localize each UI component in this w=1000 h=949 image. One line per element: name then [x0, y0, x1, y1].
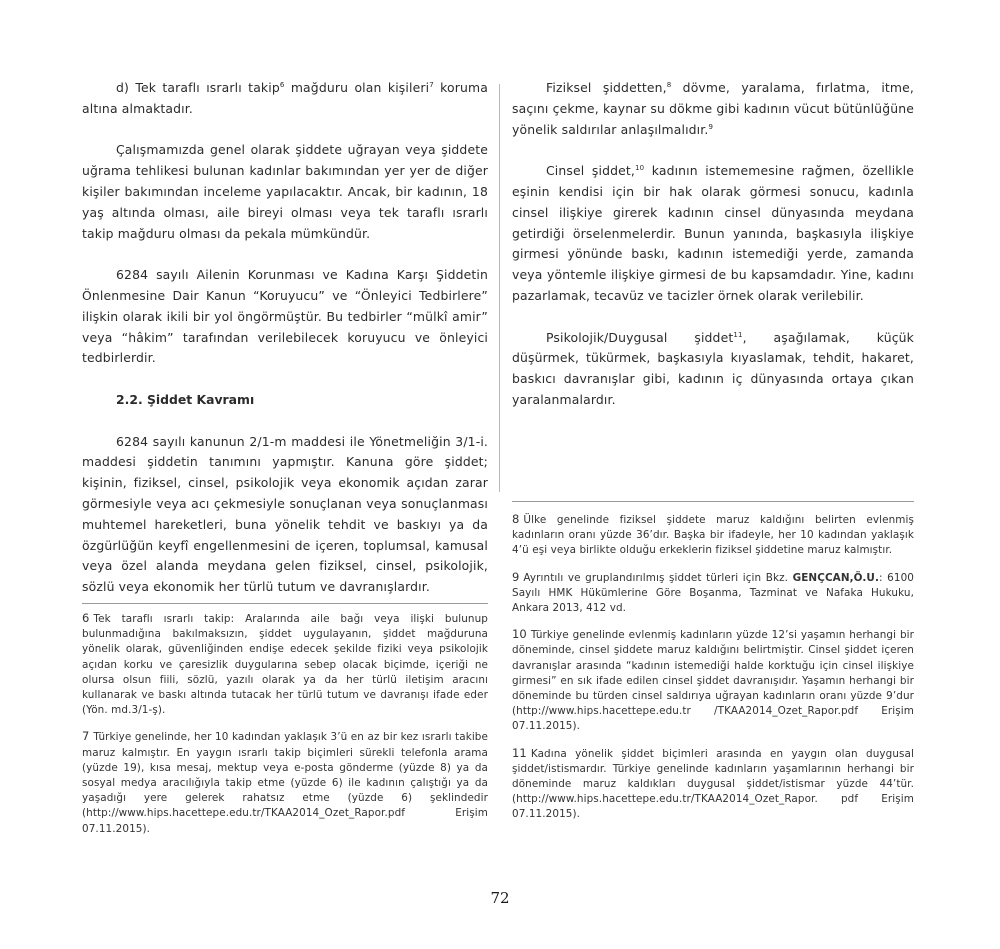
- text-run: dövme, yaralama, fırlatma, itme, saçını çekme, kaynar su dökme gibi kadının vücut bütünlüğüne yönelik saldırılar anlaşılmalıdır.: [512, 80, 914, 137]
- footnote-number: 8: [512, 512, 520, 526]
- left-paragraph-4: 6284 sayılı kanunun 2/1-m maddesi ile Yönetmeliğin 3/1-i. maddesi şiddetin tanımını yapmıştır. Kanuna göre şiddet; kişinin, fiziksel, cinsel, psikolojik veya ekonomik açıdan zarar görmesiyle veya acı çekmesiyle sonuçlanan veya sonuçlanması muhtemel hareketleri, buna yönelik tehdit ve baskıyı ya da özgürlüğün keyfî engellenmesini de içeren, toplumsal, kamusal veya özel alanda meydana gelen fiziksel, cinsel, psikolojik, sözlü veya ekonomik her türlü tutum ve davranışlardır.: [82, 433, 488, 595]
- footnote-9: [512, 570, 914, 617]
- footnote-10: [512, 627, 914, 734]
- footnote-separator-right: [512, 501, 914, 502]
- footnote-number: 11: [512, 745, 527, 760]
- footnote-text: Ayrıntılı ve gruplandırılmış şiddet türleri için Bkz.: [523, 571, 793, 584]
- footnotes-left: [82, 611, 488, 848]
- right-paragraph-2: [512, 161, 914, 307]
- text-run: Psikolojik/Duygusal şiddet: [546, 329, 734, 345]
- footnote-ref-10[interactable]: 10: [634, 164, 645, 173]
- footnote-7: [82, 729, 488, 836]
- footnote-number: 7: [82, 729, 90, 744]
- footnote-ref-7[interactable]: 7: [429, 81, 434, 89]
- right-paragraph-1: [512, 78, 914, 140]
- footnote-text: Kadına yönelik şiddet biçimleri arasında en yaygın olan duygusal şiddet/istismardır. Türkiye genelinde kadınların yaşamlarının herhangi bir döneminde maruz kaldıkları duygusal şiddet/istismar yüzde 44’tür. (http://www.hips.hacettepe.edu.tr/TKAA2014_Ozet_Rapor. pdf Erişim 07.11.2015).: [512, 747, 914, 821]
- text-run: Cinsel şiddet,: [546, 163, 635, 179]
- left-paragraph-3: 6284 sayılı Ailenin Korunması ve Kadına Karşı Şiddetin Önlenmesine Dair Kanun “Koruyucu” ve “Önleyici Tedbirlere” ilişkin olarak ikili bir yol öngörmüştür. Bu tedbirler “mülkî amir” veya “hâkim” tarafından verilebilecek koruyucu ve önleyici tedbirlerdir.: [82, 267, 488, 366]
- right-paragraph-3: [512, 328, 914, 411]
- footnote-text: Türkiye genelinde evlenmiş kadınların yüzde 12’si yaşamın herhangi bir döneminde, cinsel şiddete maruz kaldığını belirtmiştir. Cinsel şiddet içeren davranışlar arasında “kadının istemediği halde korktuğu için cinsel ilişkiye girmesi” en sık ifade edilen cinsel şiddet davranışıdır. Yaşamın herhangi bir döneminde bu türden cinsel saldırıya uğrayan kadınların oranı yüzde 9’dur (http://www.hips.hacettepe.edu.tr /TKAA2014_Ozet_Rapor.pdf Erişim 07.11.2015).: [512, 629, 914, 733]
- page-number: 72: [490, 889, 510, 907]
- text-run: d) Tek taraflı ısrarlı takip: [116, 80, 280, 95]
- footnote-text: Ülke genelinde fiziksel şiddete maruz kaldığını belirten evlenmiş kadınların oranı yüzde 36’dır. Başka bir ifadeyle, her 10 kadından yaklaşık 4’ü eşi veya birlikte olduğu erkeklerin fiziksel şiddetine maruz kalmıştır.: [512, 514, 914, 557]
- footnote-ref-6[interactable]: 6: [279, 81, 285, 89]
- footnote-separator-left: [82, 603, 488, 604]
- left-column: [82, 78, 488, 598]
- footnote-text: Tek taraflı ısrarlı takip: Aralarında aile bağı veya ilişki bulunup bulunmadığına bakılmaksızın, şiddet uygulayanın, şiddet mağduruna yönelik olarak, güvenliğinden endişe edecek şekilde fiziki veya psikolojik açıdan korku ve çaresizlik duygularına sebep olacak biçimde, içeriği ne olursa olsun fiili, sözlü, yazılı olarak ya da her türlü iletişim aracını kullanarak ve baskı altında tutacak her türlü tutum ve davranışı ifade eder (Yön. md.3/1-ş).: [82, 613, 488, 717]
- section-heading: 2.2. Şiddet Kavramı: [116, 391, 255, 407]
- text-run: Fiziksel şiddetten,: [546, 80, 667, 95]
- column-divider: [499, 84, 500, 492]
- text-run: kadının istememesine rağmen, özellikle eşinin kendisi için bir hak olarak görmesi sonucu, kadınla cinsel ilişkiye girerek kadının cinsel dünyasında meydana getirdiği örselenmelerdir. Bunun yanında, başkasıyla ilişkiye girmesi yönünde baskı, kadının istemediği yerde, zamanda veya yöntemle ilişkiye girmesi de bu kapsamdadır. Yine, kadını pazarlamak, tecavüz ve tacizler örnek olarak verilebilir.: [512, 163, 914, 303]
- footnote-number: 9: [512, 569, 520, 584]
- text-run: koruma altına almaktadır.: [82, 80, 488, 116]
- footnote-number: 6: [82, 611, 90, 625]
- footnote-number: 10: [512, 627, 527, 642]
- text-run: , aşağılamak, küçük düşürmek, tükürmek, başkasıyla kıyaslamak, tehdit, hakaret, baskıcı davranışlar gibi, kadının iç dünyasında ortaya çıkan yaralanmalardır.: [512, 329, 914, 407]
- left-paragraph-1: [82, 78, 488, 120]
- footnote-author: GENÇCAN,Ö.U.: [792, 571, 880, 584]
- left-paragraph-2: Çalışmamızda genel olarak şiddete uğrayan veya şiddete uğrama tehlikesi bulunan kadınlar bakımından yer yer de diğer kişiler bakımından inceleme yapılacaktır. Ancak, bir kadının, 18 yaş altında olması, aile bireyi olması veya tek taraflı ısrarlı takip mağduru olması da pekala mümkündür.: [82, 142, 488, 241]
- footnote-8: [512, 512, 914, 559]
- text-run: mağduru olan kişileri: [284, 80, 430, 95]
- footnote-text: Türkiye genelinde, her 10 kadından yaklaşık 3’ü en az bir kez ısrarlı takibe maruz kalmıştır. En yaygın ısrarlı takip biçimleri sürekli telefonla arama (yüzde 19), kısa mesaj, mektup veya e-posta gönderme (yüzde 8) ya da sosyal medya aracılığıyla takip etme (yüzde 6) ile kadının çalıştığı ya da yaşadığı yere gelerek rahatsız etme (yüzde 6) şeklindedir (http://www.hips.hacettepe.edu.tr/TKAA2014_Ozet_Rapor.pdf Erişim 07.11.2015).: [82, 731, 488, 835]
- footnote-11: [512, 746, 914, 823]
- footnote-ref-9[interactable]: 9: [708, 122, 714, 131]
- right-column: [512, 78, 914, 411]
- footnote-text: : 6100 Sayılı HMK Hükümlerine Göre Boşanma, Tazminat ve Nafaka Hukuku, Ankara 2013, 412 vd.: [512, 571, 914, 615]
- footnote-ref-11[interactable]: 11: [733, 330, 743, 339]
- footnotes-right: [512, 512, 914, 834]
- footnote-6: [82, 611, 488, 718]
- footnote-ref-8[interactable]: 8: [666, 81, 672, 89]
